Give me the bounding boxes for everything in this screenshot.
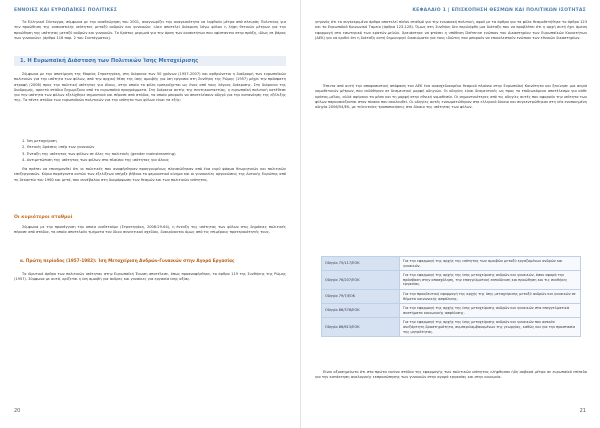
- table-row: [322, 271, 581, 290]
- directive-name: Οδηγία 86/378/ΕΟΚ: [322, 304, 400, 318]
- directive-name: Οδηγία 86/613/ΕΟΚ: [322, 318, 400, 337]
- subsection-title: Οι κυριότεροι σταθμοί: [14, 215, 73, 220]
- period-a-title: α. Πρώτη περίοδος (1957-1982): Ίση Μεταχείριση Ανδρών-Γυναικών στην Αγορά Εργασίας: [20, 258, 235, 263]
- directive-description: Για την προοδευτική εφαρμογή της αρχής της ίσης μεταχείρισης μεταξύ ανδρών και γυναικών σε θέματα κοινωνικής ασφάλισης.: [400, 289, 581, 303]
- section-body: Σύμφωνα με την αποτίμηση της Μαρίας Στρατηγάκη, στη διάρκεια των 50 χρόνων (1957-2007) και αρθρώνεται η διαδρομή των ευρωπαϊκών πολιτικών για την ισότητα των φύλων, από την αρχική θέση της ίσης αμοιβής για ίση εργασία στη Συνθήκη της Ρώμης (1957) μέχρι την πρόσφατη στροφή (2006) προς την πολιτική ισότητας για όλους, στην οποία το φύλο εμπεριέχεται ως ένας από τους λόγους διάκρισης. Στη διάρκεια της διαδρομής, αρκετά στάδια ξεχωρίζουν από τα ευρωπαϊκά προγράμματα. Στη διάρκεια αυτής της πεντηκονταετίας, η ευρωπαϊκή πολιτική κατέθεσε για την ισότητα των φύλων εξελίχθηκε σημαντικά και πέρασε από στάδια, τα οποία μπορούν να αποτελέσουν οδηγό για την κατανόηση της εξέλιξης της. Τα πέντε στάδια των ευρωπαϊκών πολιτικών για την ισότητα των φύλων είναι τα εξής:: [14, 72, 286, 103]
- table-row: [322, 289, 581, 303]
- table-row: [322, 304, 581, 318]
- directive-name: Οδηγία 76/207/ΕΟΚ: [322, 271, 400, 290]
- body-paragraph-3: Σύμφωνα με την προσέγγιση την οποία υιοθετούμε (Στρατηγάκη, 2008:29-64), η ένταξη της ισότητας των φύλων στις δημόσιες πολιτικές πέρασε από στάδια, τα οποία αποτελούν τμήματα του ίδιου συνεκτικού σχεδίου, διακρίνονται όμως από τις επιμέρους προτεραιότητές τους.: [14, 225, 286, 235]
- right-body-1: γεγονός ότι το συγκεκριμένο άρθρο αποτελεί πλέον σταθμό για την ενωσιακή πολιτική, αφού με τα άρθρα για τα φύλα θεσμοθετήθηκε το άρθρο 123 και το Ευρωπαϊκό Κοινωνικό Ταμείο (άρθρα 123-128). Όμως στη Συνθήκη δεν περιλήφθη μια διάταξη που να προβλέπει ότι η αρχή αυτή έχει άμεση εφαρμογή στο εσωτερικό των κρατών-μελών. Χρειάστηκε να φτάσει η υπόθεση Defrenne ενώπιον του Δικαστηρίου των Ευρωπαϊκών Κοινοτήτων (ΔΕΚ) για να κριθεί ότι η διάταξη αυτή δημιουργεί δικαιώματα για τους ιδιώτες που μπορούν να επικαλεστούν ενώπιον των εθνικών δικαστηρίων.: [315, 20, 587, 40]
- running-head-right: ΚΕΦΑΛΑΙΟ 1 | ΕΠΙΣΚΟΠΗΣΗ ΘΕΣΜΩΝ ΚΑΙ ΠΟΛΙΤΙΚΩΝ ΙΣΟΤΗΤΑΣ: [412, 8, 586, 13]
- right-body-3: Είναι αξιοσημείωτο ότι στα πρώτα εκείνα στάδια της εφαρμογής των πολιτικών ισότητας ελήφθησαν ήδη σοβαρά μέτρα σε ευρωπαϊκό επίπεδο για την κατάκτηση αναλογικής εκπροσώπησης των γυναικών στην αγορά εργασίας και στην κοινωνία.: [315, 370, 587, 380]
- section-title: 1. Η Ευρωπαϊκή Διάσταση των Πολιτικών Ίσης Μεταχείρισης: [20, 58, 199, 64]
- list-item: 2. Θετικές δράσεις υπέρ των γυναικών: [22, 145, 95, 150]
- body-paragraph-4: Το ιδρυτικό άρθρο των πολιτικών ισότητας στην Ευρωπαϊκή Ένωση αποτέλεσε, όπως προαναφέρθηκε, το άρθρο 119 της Συνθήκης της Ρώμης (1957). Σύμφωνα με αυτό, ορίζεται η ίση αμοιβή για άνδρες και γυναίκες για εργασία ίσης αξίας.: [14, 272, 286, 282]
- table-row: [322, 257, 581, 271]
- list-item: 3. Ένταξη της ισότητας των φύλων σε όλες τις πολιτικές (gender mainstreaming): [22, 151, 176, 156]
- directive-name: Οδηγία 75/117/ΕΟΚ: [322, 257, 400, 271]
- page-number-right: 21: [579, 408, 586, 414]
- running-head-left: ΕΝΝΟΙΕΣ ΚΑΙ ΕΥΡΩΠΑΪΚΕΣ ΠΟΛΙΤΙΚΕΣ: [14, 8, 118, 13]
- directive-description: Για την εφαρμογή της αρχής της ίσης μεταχείρισης ανδρών και γυναικών που ασκούν ανεξάρτητη δραστηριότητα, συμπεριλαμβανομένων της γεωργίας, καθώς και για την προστασία της μητρότητας.: [400, 318, 581, 337]
- stages-list: [22, 138, 286, 164]
- list-item: 1. Ίση μεταχείριση: [22, 139, 57, 143]
- directive-description: Για την εφαρμογή της αρχής της ίσης μεταχείρισης ανδρών και γυναικών, όσον αφορά την πρόσβαση στην απασχόληση, την επαγγελματική εκπαίδευση και προώθηση και τις συνθήκες εργασίας.: [400, 271, 581, 290]
- right-body-2: Έπειτα από αυτή την αποφασιστική απόφαση του ΔΕΚ ένα ανασχεδιασμένο θεσμικό πλαίσιο στην Ευρωπαϊκή Κοινότητα και ξεκίνησε μια σειρά νομοθετικών μέτρων, που εκδόθηκαν σε δεσμευτική μορφή οδηγιών. Οι οδηγίες είναι δεσμευτικές ως προς το επιδιωκόμενο αποτέλεσμα για κάθε κράτος-μέλος, αλλά αφήνουν τα μέσα και τη μορφή στην εθνική νομοθεσία. Οι σημαντικότερες από τις οδηγίες αυτές που αφορούν την ισότητα των φύλων παρουσιάζονται στον πίνακα που ακολουθεί. Οι οδηγίες αυτές ενσωματώθηκαν στο ελληνικό δίκαιο και συγκεντρώθηκαν στη νέα ενοποιημένη οδηγία 2006/54/ΕΚ, με τελευταίες τροποποιήσεις στο δίκαιο της ισότητας των φύλων.: [315, 84, 587, 110]
- list-item: 4. Αντιμετώπιση της ισότητας των φύλων στο πλαίσιο της ισότητας για όλους: [22, 158, 169, 163]
- table-row: [322, 318, 581, 337]
- directive-description: Για την εφαρμογή της αρχής της ισότητας των αμοιβών μεταξύ εργαζομένων ανδρών και γυναικών.: [400, 257, 581, 271]
- intro-paragraph: Το Ελληνικό Σύνταγμα, σύμφωνα με την αναθεώρηση του 2001, αναγνωρίζει την αναγκαιότητα να ληφθούν μέτρα από πλευράς Πολιτείας για την προώθηση της ουσιαστικής ισότητας μεταξύ ανδρών και γυναικών: «Δεν αποτελεί διάκριση λόγω φύλου η λήψη θετικών μέτρων για την προώθηση της ισότητας μεταξύ ανδρών και γυναικών. Το Κράτος μεριμνά για την άρση των ανισοτήτων που υφίστανται στην πράξη, ιδίως σε βάρος των γυναικών» (άρθρο 116 παρ. 2 του Συντάγματος).: [14, 20, 286, 40]
- body-paragraph-2: Θα πρέπει να επισημανθεί ότι οι πολιτικές που αναφέρθηκαν προηγουμένως πλαισιώθηκαν από ένα ευρύ φάσμα θεωρητικών και πολιτικών επεξεργασιών. Κύρια παράγοντα αυτών των εξελίξεων υπήρξε βέβαια το φεμινιστικό κίνημα και οι γυναικείες οργανώσεις της Δυτικής Ευρώπης από τη δεκαετία του 1960 και μετά, που συνέβαλαν στη διαμόρφωση των θεσμών και των πολιτικών ισότητας.: [14, 167, 286, 182]
- right-page: [300, 0, 600, 428]
- directive-description: Για την εφαρμογή της αρχής της ίσης μεταχείρισης ανδρών και γυναικών στα επαγγελματικά συστήματα κοινωνικής ασφάλισης.: [400, 304, 581, 318]
- directives-table: [321, 256, 581, 337]
- page-number-left: 20: [14, 408, 21, 414]
- directive-name: Οδηγία 79/7/ΕΟΚ: [322, 289, 400, 303]
